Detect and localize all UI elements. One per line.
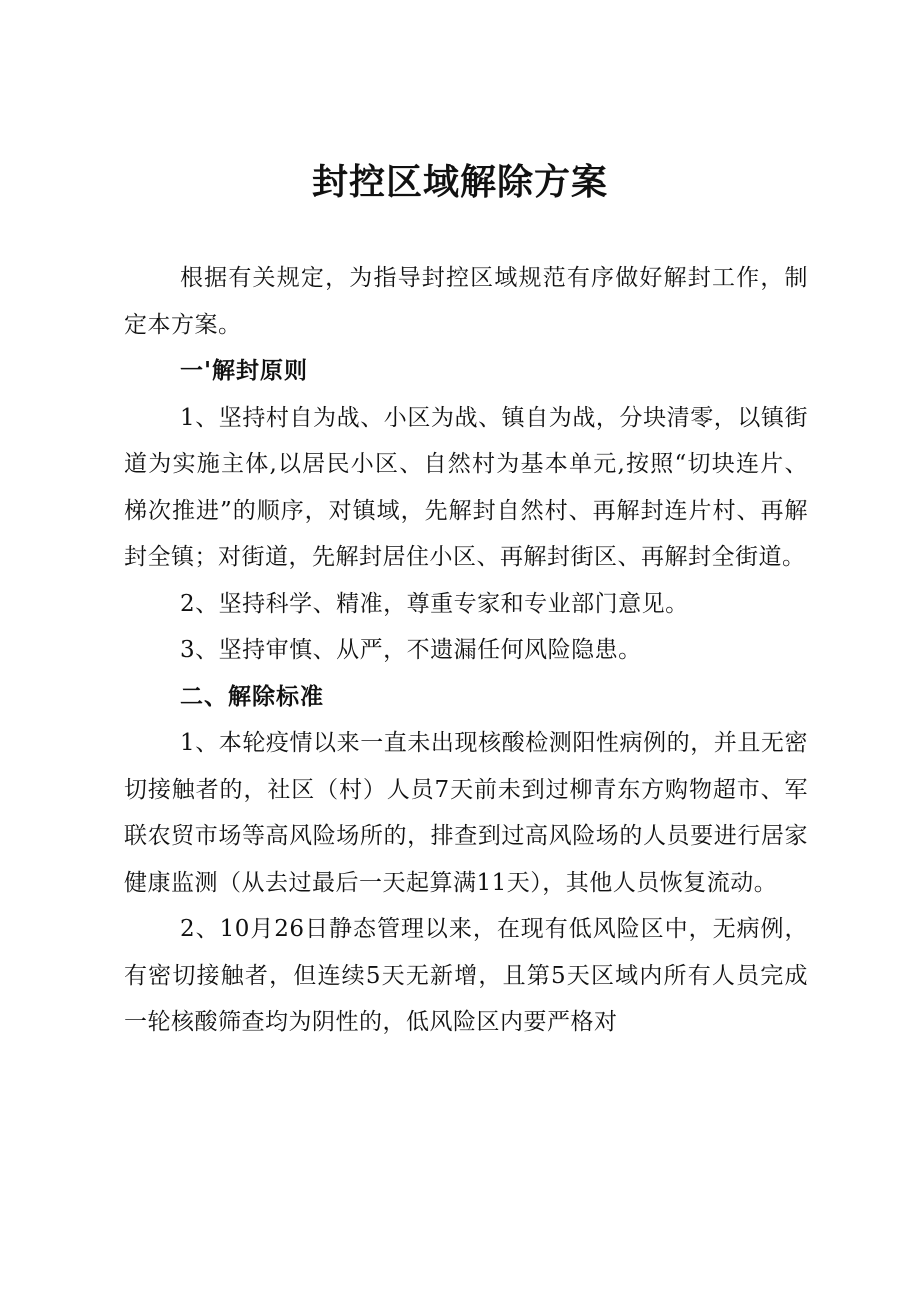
standard-paragraph-2: 2、10月26日静态管理以来，在现有低风险区中，无病例，有密切接触者，但连续5天无新增，且第5天区域内所有人员完成一轮核酸筛查均为阴性的，低风险区内要严格对 <box>124 916 808 1035</box>
section-heading-principles: 一'解封原则 <box>180 358 309 384</box>
intro-paragraph: 根据有关规定，为指导封控区域规范有序做好解封工作，制定本方案。 <box>124 265 808 338</box>
principle-paragraph-3: 3、坚持审慎、从严，不遗漏任何风险隐患。 <box>180 637 642 663</box>
section-heading-standards: 二、解除标准 <box>180 683 324 710</box>
principle-paragraph-1: 1、坚持村自为战、小区为战、镇自为战，分块清零，以镇街道为实施主体,以居民小区、自然村为基本单元,按照“切块连片、梯次推进”的顺序，对镇域，先解封自然村、再解封连片村、再解封全镇；对街道，先解封居住小区、再解封街区、再解封全街道。 <box>124 404 808 570</box>
standard-paragraph-1: 1、本轮疫情以来一直未出现核酸检测阳性病例的，并且无密切接触者的，社区（村）人员7天前未到过柳青东方购物超市、军联农贸市场等高风险场所的，排查到过高风险场的人员要进行居家健康监测（从去过最后一天起算满11天），其他人员恢复流动。 <box>124 730 808 896</box>
document-body <box>124 255 808 1046</box>
document-title: 封控区域解除方案 <box>311 162 608 203</box>
principle-paragraph-2: 2、坚持科学、精准，尊重专家和专业部门意见。 <box>180 590 689 617</box>
